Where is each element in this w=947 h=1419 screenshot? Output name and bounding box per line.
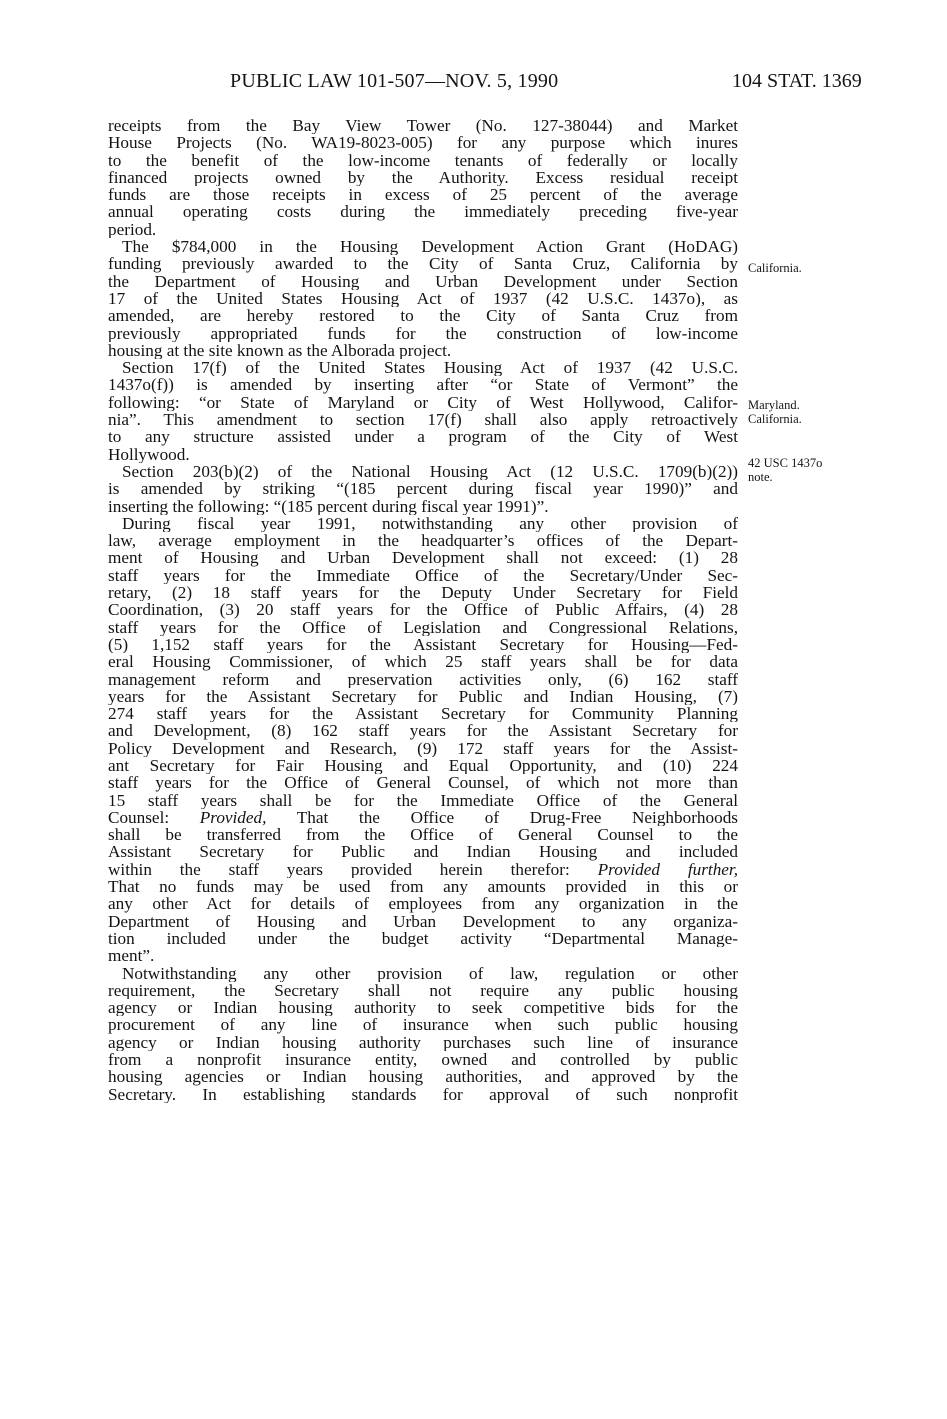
text-line: staff years for the Office of General Counsel, of which not more than (108, 774, 738, 792)
text-line: ment”. (108, 947, 155, 965)
text-line: is amended by striking “(185 percent during fiscal year 1990)” and (108, 480, 738, 498)
text-line: agency or Indian housing authority purchases such line of insurance (108, 1033, 738, 1052)
text-line: amended, are hereby restored to the City of Santa Cruz from (108, 307, 738, 325)
text-line: to any structure assisted under a program of the City of West (108, 428, 738, 446)
text-line: staff years for the Office of Legislation and Congressional Relations, (108, 618, 738, 636)
text-line: law, average employment in the headquarter’s offices of the Depart- (108, 532, 738, 550)
text-line: 274 staff years for the Assistant Secretary for Community Planning (108, 705, 738, 723)
text-line: Hollywood. (108, 445, 190, 463)
text-line: (5) 1,152 staff years for the Assistant Secretary for Housing—Fed- (108, 635, 738, 654)
margin-note-maryland: Maryland. (748, 398, 800, 412)
text-line: management reform and preservation activities only, (6) 162 staff (108, 670, 738, 688)
margin-note-usc-citation: 42 USC 1437o (748, 456, 823, 470)
text-line: inserting the following: “(185 percent during fiscal year 1991)”. (108, 497, 549, 515)
text-line-with-proviso (108, 809, 738, 826)
text-line: That no funds may be used from any amounts provided in this or (108, 878, 738, 896)
text-line: to the benefit of the low-income tenants of federally or locally (108, 151, 738, 169)
text-line: procurement of any line of insurance when such public housing (108, 1016, 738, 1034)
text-line: Secretary. In establishing standards for approval of such nonprofit (108, 1085, 738, 1103)
text-line: Coordination, (3) 20 staff years for the Office of Public Affairs, (4) 28 (108, 601, 738, 619)
text-line: The $784,000 in the Housing Development Action Grant (HoDAG) (122, 238, 738, 256)
page-stat-number: 104 STAT. 1369 (732, 70, 862, 92)
text-line: 1437o(f)) is amended by inserting after “or State of Vermont” the (108, 376, 738, 394)
text-line: staff years for the Immediate Office of the Secretary/Under Sec- (108, 566, 738, 585)
text-line: financed projects owned by the Authority. Excess residual receipt (108, 168, 738, 187)
text-line: funding previously awarded to the City of Santa Cruz, California by (108, 255, 738, 273)
text-line: housing agencies or Indian housing authorities, and approved by the (108, 1068, 738, 1086)
text-line: agency or Indian housing authority to seek competitive bids for the (108, 999, 738, 1017)
text-line: previously appropriated funds for the construction of low-income (108, 324, 738, 342)
proviso-italic: Provided further, (597, 860, 738, 879)
text-line: 15 staff years shall be for the Immediate Office of the General (108, 791, 738, 809)
text-line: tion included under the budget activity “Departmental Manage- (108, 929, 738, 948)
text-line: following: “or State of Maryland or City of West Hollywood, Califor- (108, 393, 738, 412)
text-line: any other Act for details of employees from any organization in the (108, 895, 738, 913)
running-header-title: PUBLIC LAW 101-507—NOV. 5, 1990 (230, 70, 559, 92)
text-line: annual operating costs during the immediately preceding five-year (108, 203, 738, 221)
text-line: period. (108, 220, 157, 239)
text-line: shall be transferred from the Office of General Counsel to the (108, 826, 738, 844)
text-line: and Development, (8) 162 staff years for the Assistant Secretary for (108, 722, 738, 740)
text-segment: within the staff years provided herein therefor: (108, 860, 598, 879)
text-segment: Counsel: (108, 808, 200, 827)
text-line: from a nonprofit insurance entity, owned and controlled by public (108, 1051, 738, 1069)
text-line: Department of Housing and Urban Development to any organiza- (108, 912, 738, 930)
margin-note-california: California. (748, 412, 802, 426)
text-line: Section 203(b)(2) of the National Housing Act (12 U.S.C. 1709(b)(2)) (122, 462, 738, 481)
text-line: the Department of Housing and Urban Development under Section (108, 272, 738, 290)
text-line: Policy Development and Research, (9) 172 staff years for the Assist- (108, 739, 738, 757)
margin-note-california: California. (748, 261, 802, 275)
text-line: Section 17(f) of the United States Housing Act of 1937 (42 U.S.C. (122, 359, 738, 377)
text-line: Assistant Secretary for Public and Indian Housing and included (108, 843, 738, 861)
text-line: years for the Assistant Secretary for Public and Indian Housing, (7) (108, 687, 738, 706)
text-line: eral Housing Commissioner, of which 25 staff years shall be for data (108, 653, 738, 671)
text-line-with-proviso (108, 861, 738, 878)
text-line: Notwithstanding any other provision of law, regulation or other (122, 964, 738, 982)
margin-note-note: note. (748, 470, 773, 484)
text-line: housing at the site known as the Alborada project. (108, 341, 452, 360)
proviso-italic: Provided, (199, 808, 267, 827)
body-text (108, 117, 738, 1103)
text-line: 17 of the United States Housing Act of 1937 (42 U.S.C. 1437o), as (108, 289, 738, 308)
text-line: ment of Housing and Urban Development shall not exceed: (1) 28 (108, 549, 738, 567)
text-line: During fiscal year 1991, notwithstanding any other provision of (122, 514, 738, 533)
text-line: funds are those receipts in excess of 25 percent of the average (108, 186, 738, 204)
text-line: requirement, the Secretary shall not require any public housing (108, 981, 738, 1000)
text-line: retary, (2) 18 staff years for the Deputy Under Secretary for Field (108, 584, 738, 602)
text-segment: That the Office of Drug-Free Neighborhoods (266, 808, 738, 827)
text-line: receipts from the Bay View Tower (No. 127-38044) and Market (108, 117, 738, 135)
text-line: nia”. This amendment to section 17(f) shall also apply retroactively (108, 411, 738, 429)
text-line: House Projects (No. WA19-8023-005) for any purpose which inures (108, 134, 738, 152)
text-line: ant Secretary for Fair Housing and Equal Opportunity, and (10) 224 (108, 756, 738, 775)
